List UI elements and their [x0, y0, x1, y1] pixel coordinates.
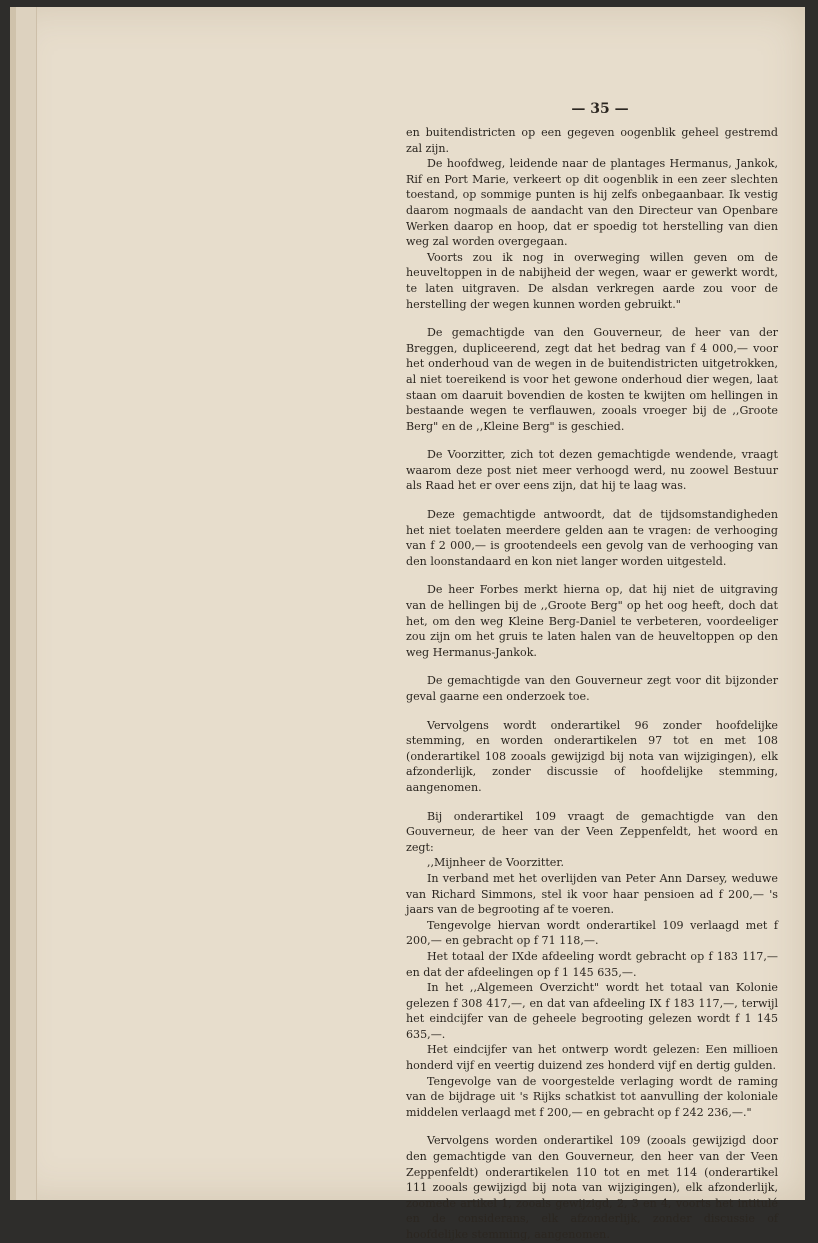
page-number: — 35 —: [571, 101, 629, 117]
paragraph-gap: [406, 796, 778, 809]
paragraph: Tengevolge hiervan wordt onderartikel 109 verlaagd met f 200,— en gebracht op f 71 118,—.: [406, 918, 778, 948]
paragraph: Vervolgens worden onderartikel 109 (zooals gewijzigd door den gemachtigde van den Gouverneur, den heer van der Veen Zeppenfeldt) onderartikelen 110 tot en met 114 (onderartikel 111 zooals gewijzigd bij nota van wijzigingen), elk afzonderlijk, zoomede artikel 1, zooals gewijzigd, 2, 3 en 4, voorts het intitulé en de considerans, elk afzonderlijk, zonder discussie of hoofdelijke stemming, aangenomen.: [406, 1134, 778, 1241]
paragraph-gap: [406, 434, 778, 447]
body-text: [406, 125, 778, 1243]
paragraph-gap: [406, 312, 778, 325]
paragraph: Het totaal der IXde afdeeling wordt gebracht op f 183 117,— en dat der afdeelingen op f 1 145 635,—.: [406, 949, 778, 979]
paragraph: De Voorzitter, zich tot dezen gemachtigde wendende, vraagt waarom deze post niet meer verhoogd werd, nu zoowel Bestuur als Raad het er over eens zijn, dat hij te laag was.: [406, 448, 778, 493]
paragraph: Deze gemachtigde antwoordt, dat de tijdsomstandigheden het niet toelaten meerdere gelden aan te vragen: de verhooging van f 2 000,— is grootendeels een gevolg van de verhooging van den loonstandaard en kon niet langer worden uitgesteld.: [406, 508, 778, 568]
paragraph: Tengevolge van de voorgestelde verlaging wordt de raming van de bijdrage uit 's Rijks schatkist tot aanvulling der koloniale middelen verlaagd met f 200,— en gebracht op f 242 236,—.": [406, 1074, 778, 1119]
paragraph: In het ,,Algemeen Overzicht" wordt het totaal van Kolonie gelezen f 308 417,—, en dat van afdeeling IX f 183 117,—, terwijl het eindcijfer van de geheele begrooting gelezen wordt f 1 145 635,—.: [406, 981, 778, 1041]
paragraph-gap: [406, 494, 778, 507]
paragraph: Voorts zou ik nog in overweging willen geven om de heuveltoppen in de nabijheid der wegen, waar er gewerkt wordt, te laten uitgraven. De alsdan verkregen aarde zou voor de herstelling der wegen kunnen worden gebruikt.": [406, 250, 778, 311]
paragraph-gap: [406, 660, 778, 673]
paragraph: De gemachtigde van den Gouverneur zegt voor dit bijzonder geval gaarne een onderzoek toe.: [406, 674, 778, 703]
paragraph-gap: [406, 705, 778, 718]
paragraph: Het eindcijfer van het ontwerp wordt gelezen: Een millioen honderd vijf en veertig duizend zes honderd vijf en dertig gulden.: [406, 1043, 778, 1073]
paragraph: en buitendistricten op een gegeven oogenblik geheel gestremd zal zijn.: [406, 126, 778, 155]
paragraph-gap: [406, 569, 778, 582]
document-page: [10, 7, 805, 1241]
binding-edge: [10, 7, 37, 1200]
paragraph: In verband met het overlijden van Peter Ann Darsey, weduwe van Richard Simmons, stel ik voor haar pensioen ad f 200,— 's jaars van de begrooting af te voeren.: [406, 871, 778, 917]
paragraph: ,,Mijnheer de Voorzitter.: [427, 856, 564, 870]
binding-fold: [10, 7, 16, 1200]
paragraph: De heer Forbes merkt hierna op, dat hij niet de uitgraving van de hellingen bij de ,,Groote Berg" op het oog heeft, doch dat het, om den weg Kleine Berg-Daniel te verbeteren, voordeeliger zou zijn om het gruis te laten halen van de heuveltoppen op den weg Hermanus-Jankok.: [406, 583, 778, 659]
paragraph: Bij onderartikel 109 vraagt de gemachtigde van den Gouverneur, de heer van der Veen Zeppenfeldt, het woord en zegt:: [406, 809, 778, 854]
paragraph: De hoofdweg, leidende naar de plantages Hermanus, Jankok, Rif en Port Marie, verkeert op dit oogenblik in een zeer slechten toestand, op sommige punten is hij zelfs onbegaanbaar. Ik vestig daarom nogmaals de aandacht van den Directeur van Openbare Werken daarop en hoop, dat er spoedig tot herstelling van dien weg zal worden overgegaan.: [406, 157, 778, 249]
paragraph: De gemachtigde van den Gouverneur, de heer van der Breggen, dupliceerend, zegt dat het bedrag van f 4 000,— voor het onderhoud van de wegen in de buitendistricten uitgetrokken, al niet toereikend is voor het gewone onderhoud dier wegen, laat staan om daaruit bovendien de kosten te kwijten om hellingen in bestaande wegen te verflauwen, zooals vroeger bij de ,,Groote Berg" en de ,,Kleine Berg" is geschied.: [406, 326, 778, 433]
paragraph: Vervolgens wordt onderartikel 96 zonder hoofdelijke stemming, en worden onderartikelen 97 tot en met 108 (onderartikel 108 zooals gewijzigd bij nota van wijzigingen), elk afzonderlijk, zonder discussie of hoofdelijke stemming, aangenomen.: [406, 718, 778, 794]
paragraph-gap: [406, 1120, 778, 1133]
